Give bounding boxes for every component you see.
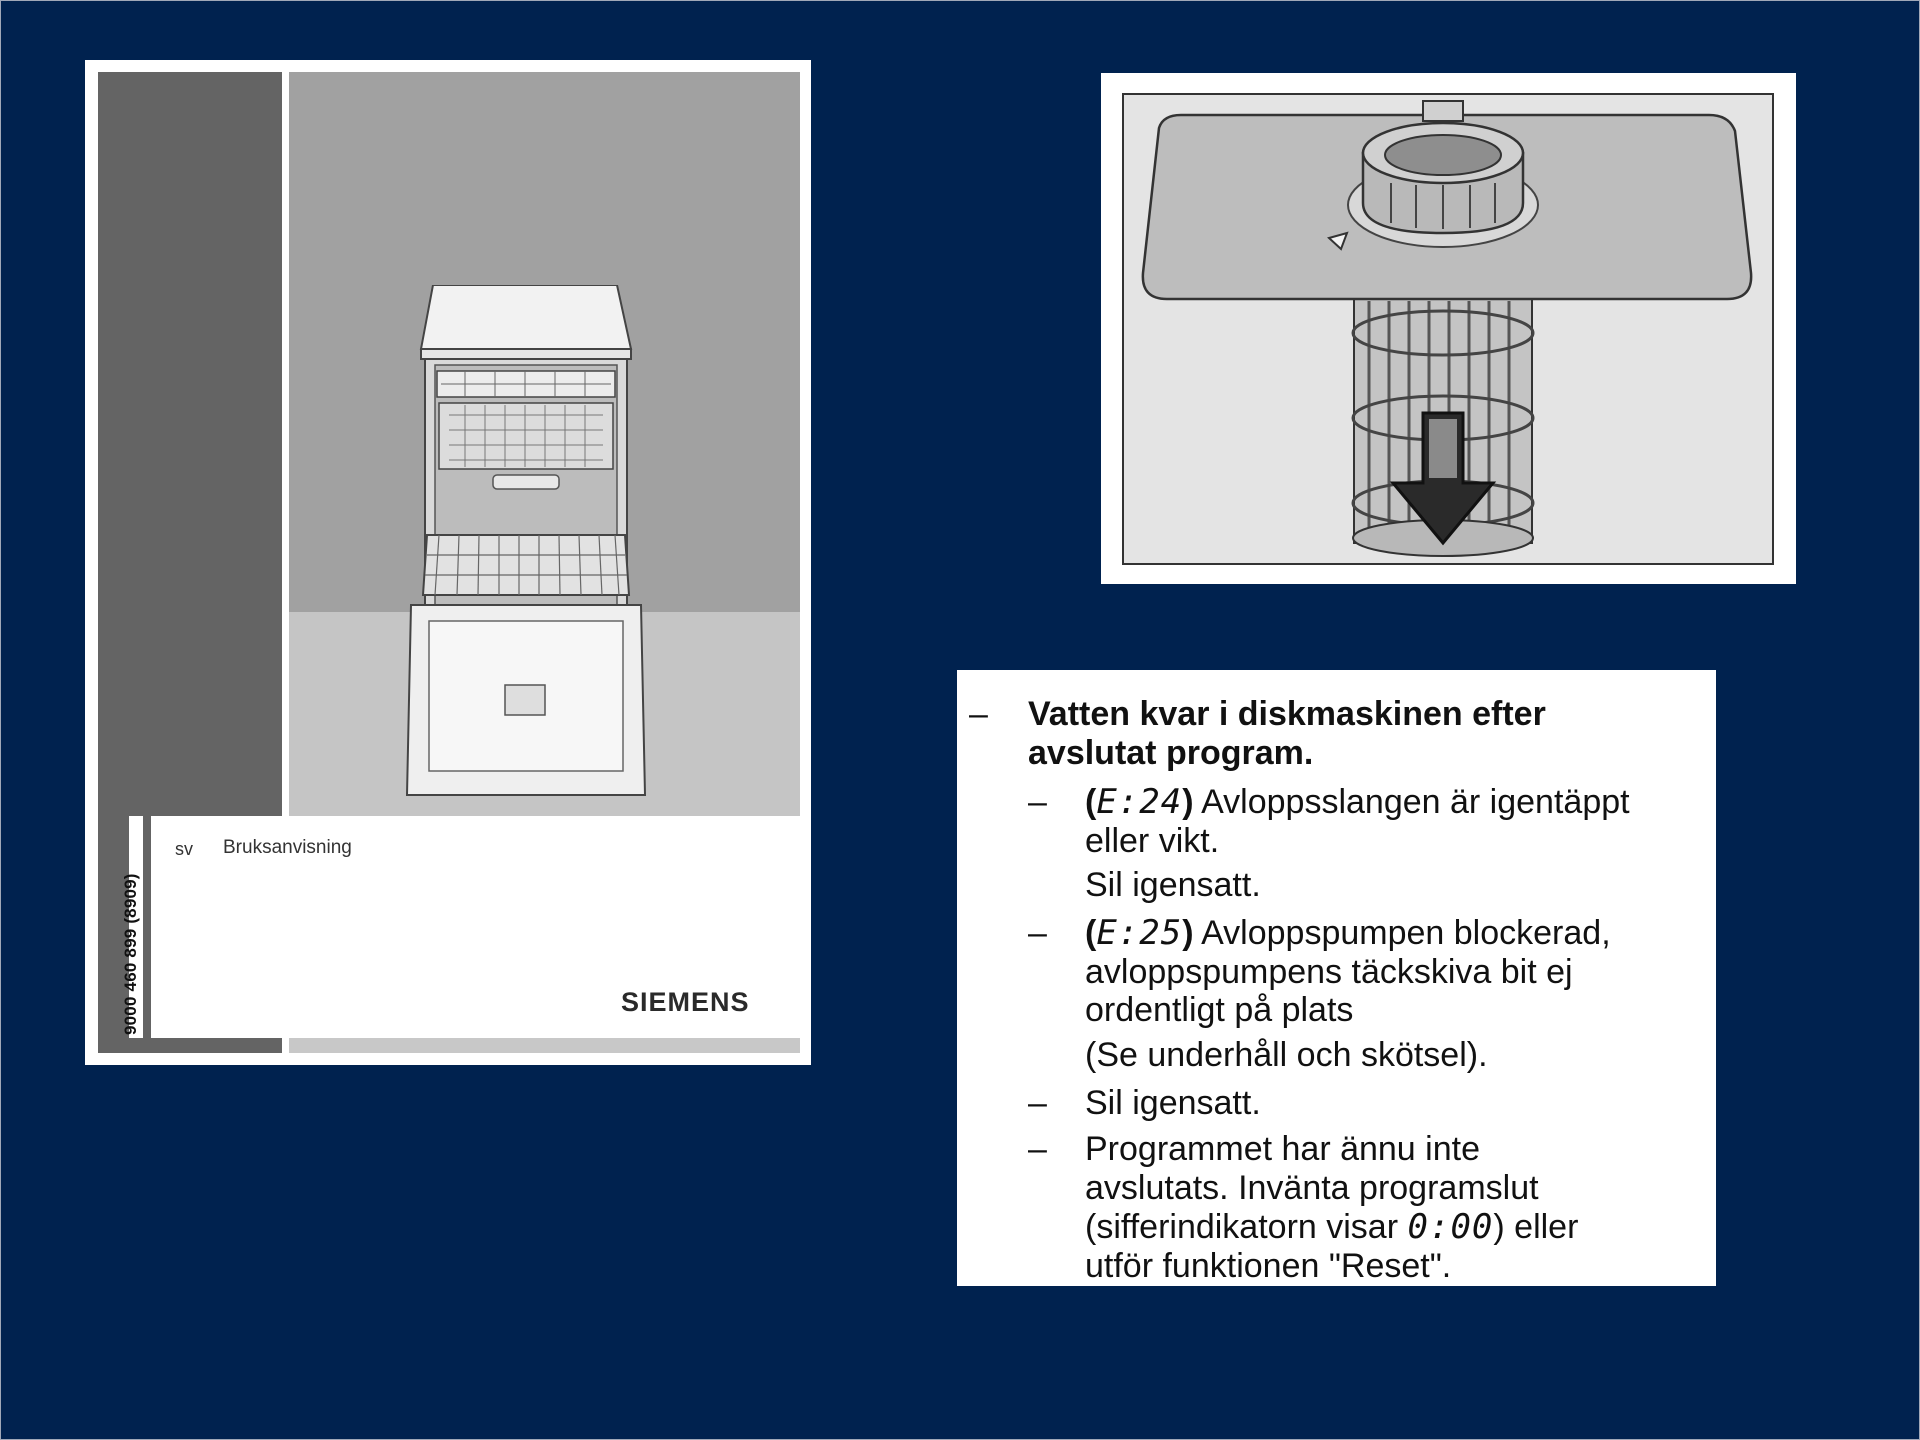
detergent-dispenser: [505, 685, 545, 715]
item-4-line-2: avslutats. Invänta programslut: [1085, 1169, 1539, 1207]
bullet-dash: –: [1028, 914, 1047, 952]
item-4-line-1: Programmet har ännu inte: [1085, 1130, 1480, 1168]
down-arrow-highlight: [1429, 419, 1457, 478]
e25-line-3: ordentligt på plats: [1085, 991, 1354, 1029]
e25-description: Avloppspumpen blockerad,: [1193, 914, 1611, 952]
cover-part-number: 9000 460 899 (8909): [121, 873, 140, 1035]
bullet-dash: –: [969, 695, 988, 733]
heading-line-2: avslutat program.: [1028, 734, 1314, 772]
display-readout: 0:00: [1407, 1207, 1494, 1247]
item-4-line-4: utför funktionen "Reset".: [1085, 1247, 1452, 1285]
e25-line-2: avloppspumpens täckskiva bit ej: [1085, 953, 1573, 991]
cover-language-code: sv: [175, 839, 193, 859]
item-4-line-3: (sifferindikatorn visar 0:00) eller: [1085, 1207, 1579, 1247]
troubleshooting-panel: [957, 670, 1716, 1286]
filter-illustration: [1101, 73, 1796, 584]
bullet-dash: –: [1028, 1084, 1047, 1122]
e24-line-3: Sil igensatt.: [1085, 866, 1261, 904]
dishwasher-illustration: [405, 285, 667, 805]
bullet-dash: –: [1028, 1130, 1047, 1168]
filter-illustration-svg: [1101, 73, 1796, 584]
cover-document-title: Bruksanvisning: [223, 837, 352, 858]
manual-cover: [85, 60, 811, 1065]
e24-display-code: E:24: [1096, 782, 1183, 822]
e25-line: (E:25) Avloppspumpen blockerad,: [1085, 913, 1611, 953]
spray-arm-hub: [493, 475, 559, 489]
cover-label-stripe: [143, 816, 151, 1038]
e24-description: Avloppsslangen är igentäppt: [1193, 783, 1630, 821]
heading-line-1: Vatten kvar i diskmaskinen efter: [1028, 695, 1546, 733]
e25-line-4: (Se underhåll och skötsel).: [1085, 1036, 1488, 1074]
e25-display-code: E:25: [1096, 913, 1183, 953]
dishwasher-top-edge: [421, 349, 631, 359]
e24-line: (E:24) Avloppsslangen är igentäppt: [1085, 782, 1630, 822]
e24-line-2: eller vikt.: [1085, 822, 1220, 860]
item-3: Sil igensatt.: [1085, 1084, 1261, 1122]
cover-bottom-bar: [289, 1038, 800, 1053]
cover-brand-logo: SIEMENS: [621, 987, 750, 1017]
bullet-dash: –: [1028, 783, 1047, 821]
dishwasher-top: [421, 285, 631, 349]
lower-basket: [423, 535, 629, 595]
